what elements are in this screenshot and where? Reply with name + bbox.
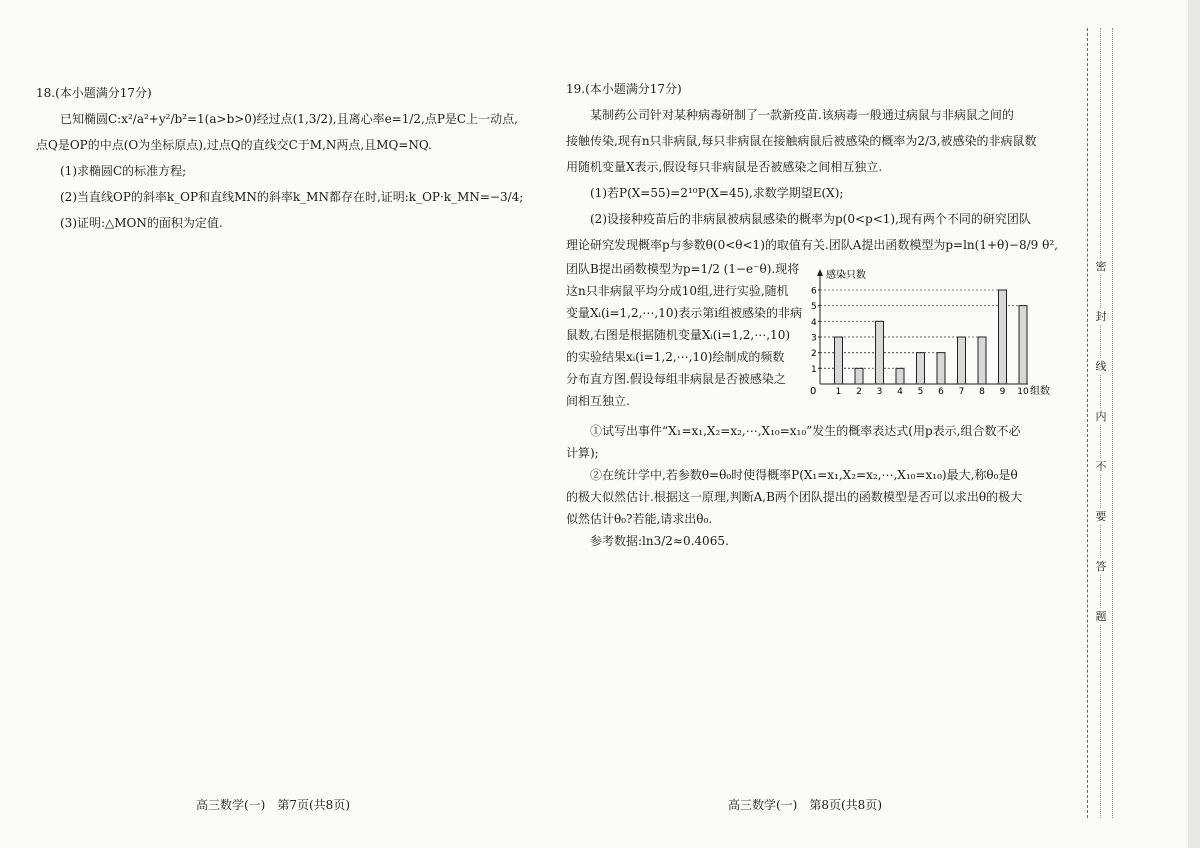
bar-group-10 <box>1019 306 1027 384</box>
q19-wrap-2: 这n只非病鼠平均分成10组,进行实验,随机 <box>566 284 789 298</box>
q18-part-1: (1)求椭圆C的标准方程; <box>60 164 187 178</box>
bar-group-1 <box>835 337 843 384</box>
footer-page-7: 高三数学(一) 第7页(共8页) <box>196 798 350 812</box>
y-tick-label-5: 5 <box>811 302 817 313</box>
q19-continuation <box>566 420 1022 552</box>
q19-sub-1-cont: 计算); <box>566 446 599 460</box>
bar-group-6 <box>937 353 945 384</box>
q18-line-2: 点Q是OP的中点(O为坐标原点),过点Q的直线交C于M,N两点,且MQ=NQ. <box>36 138 432 152</box>
x-tick-label-8: 8 <box>979 387 985 397</box>
chart-origin-label: 0 <box>810 386 817 397</box>
q19-line-2: 接触传染,现有n只非病鼠,每只非病鼠在接触病鼠后被感染的概率为2/3,被感染的非病鼠数 <box>566 134 1037 148</box>
binding-char-4: 内 <box>1095 410 1107 423</box>
bar-group-9 <box>999 290 1007 384</box>
binding-char-2: 封 <box>1095 310 1107 323</box>
q19-wrap-7: 间相互独立. <box>566 394 630 408</box>
q18-part-2: (2)当直线OP的斜率k_OP和直线MN的斜率k_MN都存在时,证明:k_OP·k_MN=−3/4; <box>60 190 524 204</box>
q19-sub-2-cont-1: 的极大似然估计.根据这一原理,判断A,B两个团队提出的函数模型是否可以求出θ的极大 <box>566 490 1023 504</box>
question-19 <box>566 76 1066 258</box>
y-tick-label-3: 3 <box>811 333 817 344</box>
chart-y-axis-arrow <box>817 269 823 276</box>
x-tick-label-7: 7 <box>958 387 965 397</box>
q19-wrap-5: 的实验结果xᵢ(i=1,2,⋯,10)绘制成的频数 <box>566 350 785 364</box>
binding-char-7: 答 <box>1095 560 1107 573</box>
q19-line-3: 用随机变量X表示,假设每只非病鼠是否被感染之间相互独立. <box>566 160 883 174</box>
chart-ylabel: 感染只数 <box>826 270 866 281</box>
binding-char-8: 题 <box>1095 610 1107 623</box>
y-tick-label-6: 6 <box>811 286 817 297</box>
q19-sub-2: ②在统计学中,若参数θ=θ₀时使得概率P(X₁=x₁,X₂=x₂,⋯,X₁₀=x₁₀)最大,称θ₀是θ <box>590 468 1018 482</box>
question-18-title: 18.(本小题满分17分) <box>36 86 152 100</box>
binding-char-6: 要 <box>1095 510 1107 523</box>
q18-part-3: (3)证明:△MON的面积为定值. <box>60 216 223 230</box>
y-tick-label-2: 2 <box>811 349 817 360</box>
q19-wrap-1: 团队B提出函数模型为p=1/2 (1−e⁻θ).现将 <box>566 262 800 276</box>
x-tick-label-5: 5 <box>917 387 924 397</box>
q19-part-1: (1)若P(X=55)=2¹⁰P(X=45),求数学期望E(X); <box>590 186 844 200</box>
x-tick-label-2: 2 <box>856 387 862 397</box>
q19-reference-data: 参考数据:ln3/2≈0.4065. <box>590 534 729 548</box>
bar-group-5 <box>917 353 925 384</box>
q19-sub-1: ①试写出事件“X₁=x₁,X₂=x₂,⋯,X₁₀=x₁₀”发生的概率表达式(用p表示,组合数不必 <box>590 424 1021 438</box>
frequency-histogram <box>806 266 1056 406</box>
bar-group-7 <box>958 337 966 384</box>
q19-line-6: 理论研究发现概率p与参数θ(0<θ<1)的取值有关.团队A提出函数模型为p=ln(1+θ)−8/9 θ², <box>566 238 1058 252</box>
bar-group-2 <box>855 368 863 384</box>
x-tick-label-3: 3 <box>876 387 883 397</box>
binding-char-3: 线 <box>1095 360 1107 373</box>
x-tick-label-10: 10 <box>1017 387 1029 397</box>
q19-sub-2-cont-2: 似然估计θ₀?若能,请求出θ₀. <box>566 512 713 526</box>
question-18 <box>36 80 536 236</box>
q18-line-1: 已知椭圆C:x²/a²+y²/b²=1(a>b>0)经过点(1,3/2),且离心率e=1/2,点P是C上一动点, <box>60 112 518 126</box>
x-tick-label-1: 1 <box>835 387 842 397</box>
q19-part-2: (2)设接种疫苗后的非病鼠被病鼠感染的概率为p(0<p<1),现有两个不同的研究团队 <box>590 212 1031 226</box>
bar-group-3 <box>876 321 884 384</box>
question-19-title: 19.(本小题满分17分) <box>566 82 682 96</box>
bar-group-8 <box>978 337 986 384</box>
binding-char-5: 不 <box>1095 460 1107 473</box>
chart-xlabel: 组数 <box>1030 386 1050 397</box>
q19-wrap-text <box>566 258 806 412</box>
bar-group-4 <box>896 368 904 384</box>
q19-wrap-4: 鼠数,右图是根据随机变量Xᵢ(i=1,2,⋯,10) <box>566 328 791 342</box>
x-tick-label-6: 6 <box>938 387 944 397</box>
scan-edge <box>1188 0 1200 848</box>
q19-line-1: 某制药公司针对某种病毒研制了一款新疫苗.该病毒一般通过病鼠与非病鼠之间的 <box>590 108 1014 122</box>
y-tick-label-1: 1 <box>811 364 817 375</box>
x-tick-label-9: 9 <box>999 387 1006 397</box>
x-tick-label-4: 4 <box>897 387 903 397</box>
footer-page-8: 高三数学(一) 第8页(共8页) <box>728 798 882 812</box>
binding-char-1: 密 <box>1095 260 1107 273</box>
q19-wrap-3: 变量Xᵢ(i=1,2,⋯,10)表示第i组被感染的非病 <box>566 306 803 320</box>
q19-wrap-6: 分布直方图.假设每组非病鼠是否被感染之 <box>566 372 786 386</box>
y-tick-label-4: 4 <box>811 317 817 328</box>
